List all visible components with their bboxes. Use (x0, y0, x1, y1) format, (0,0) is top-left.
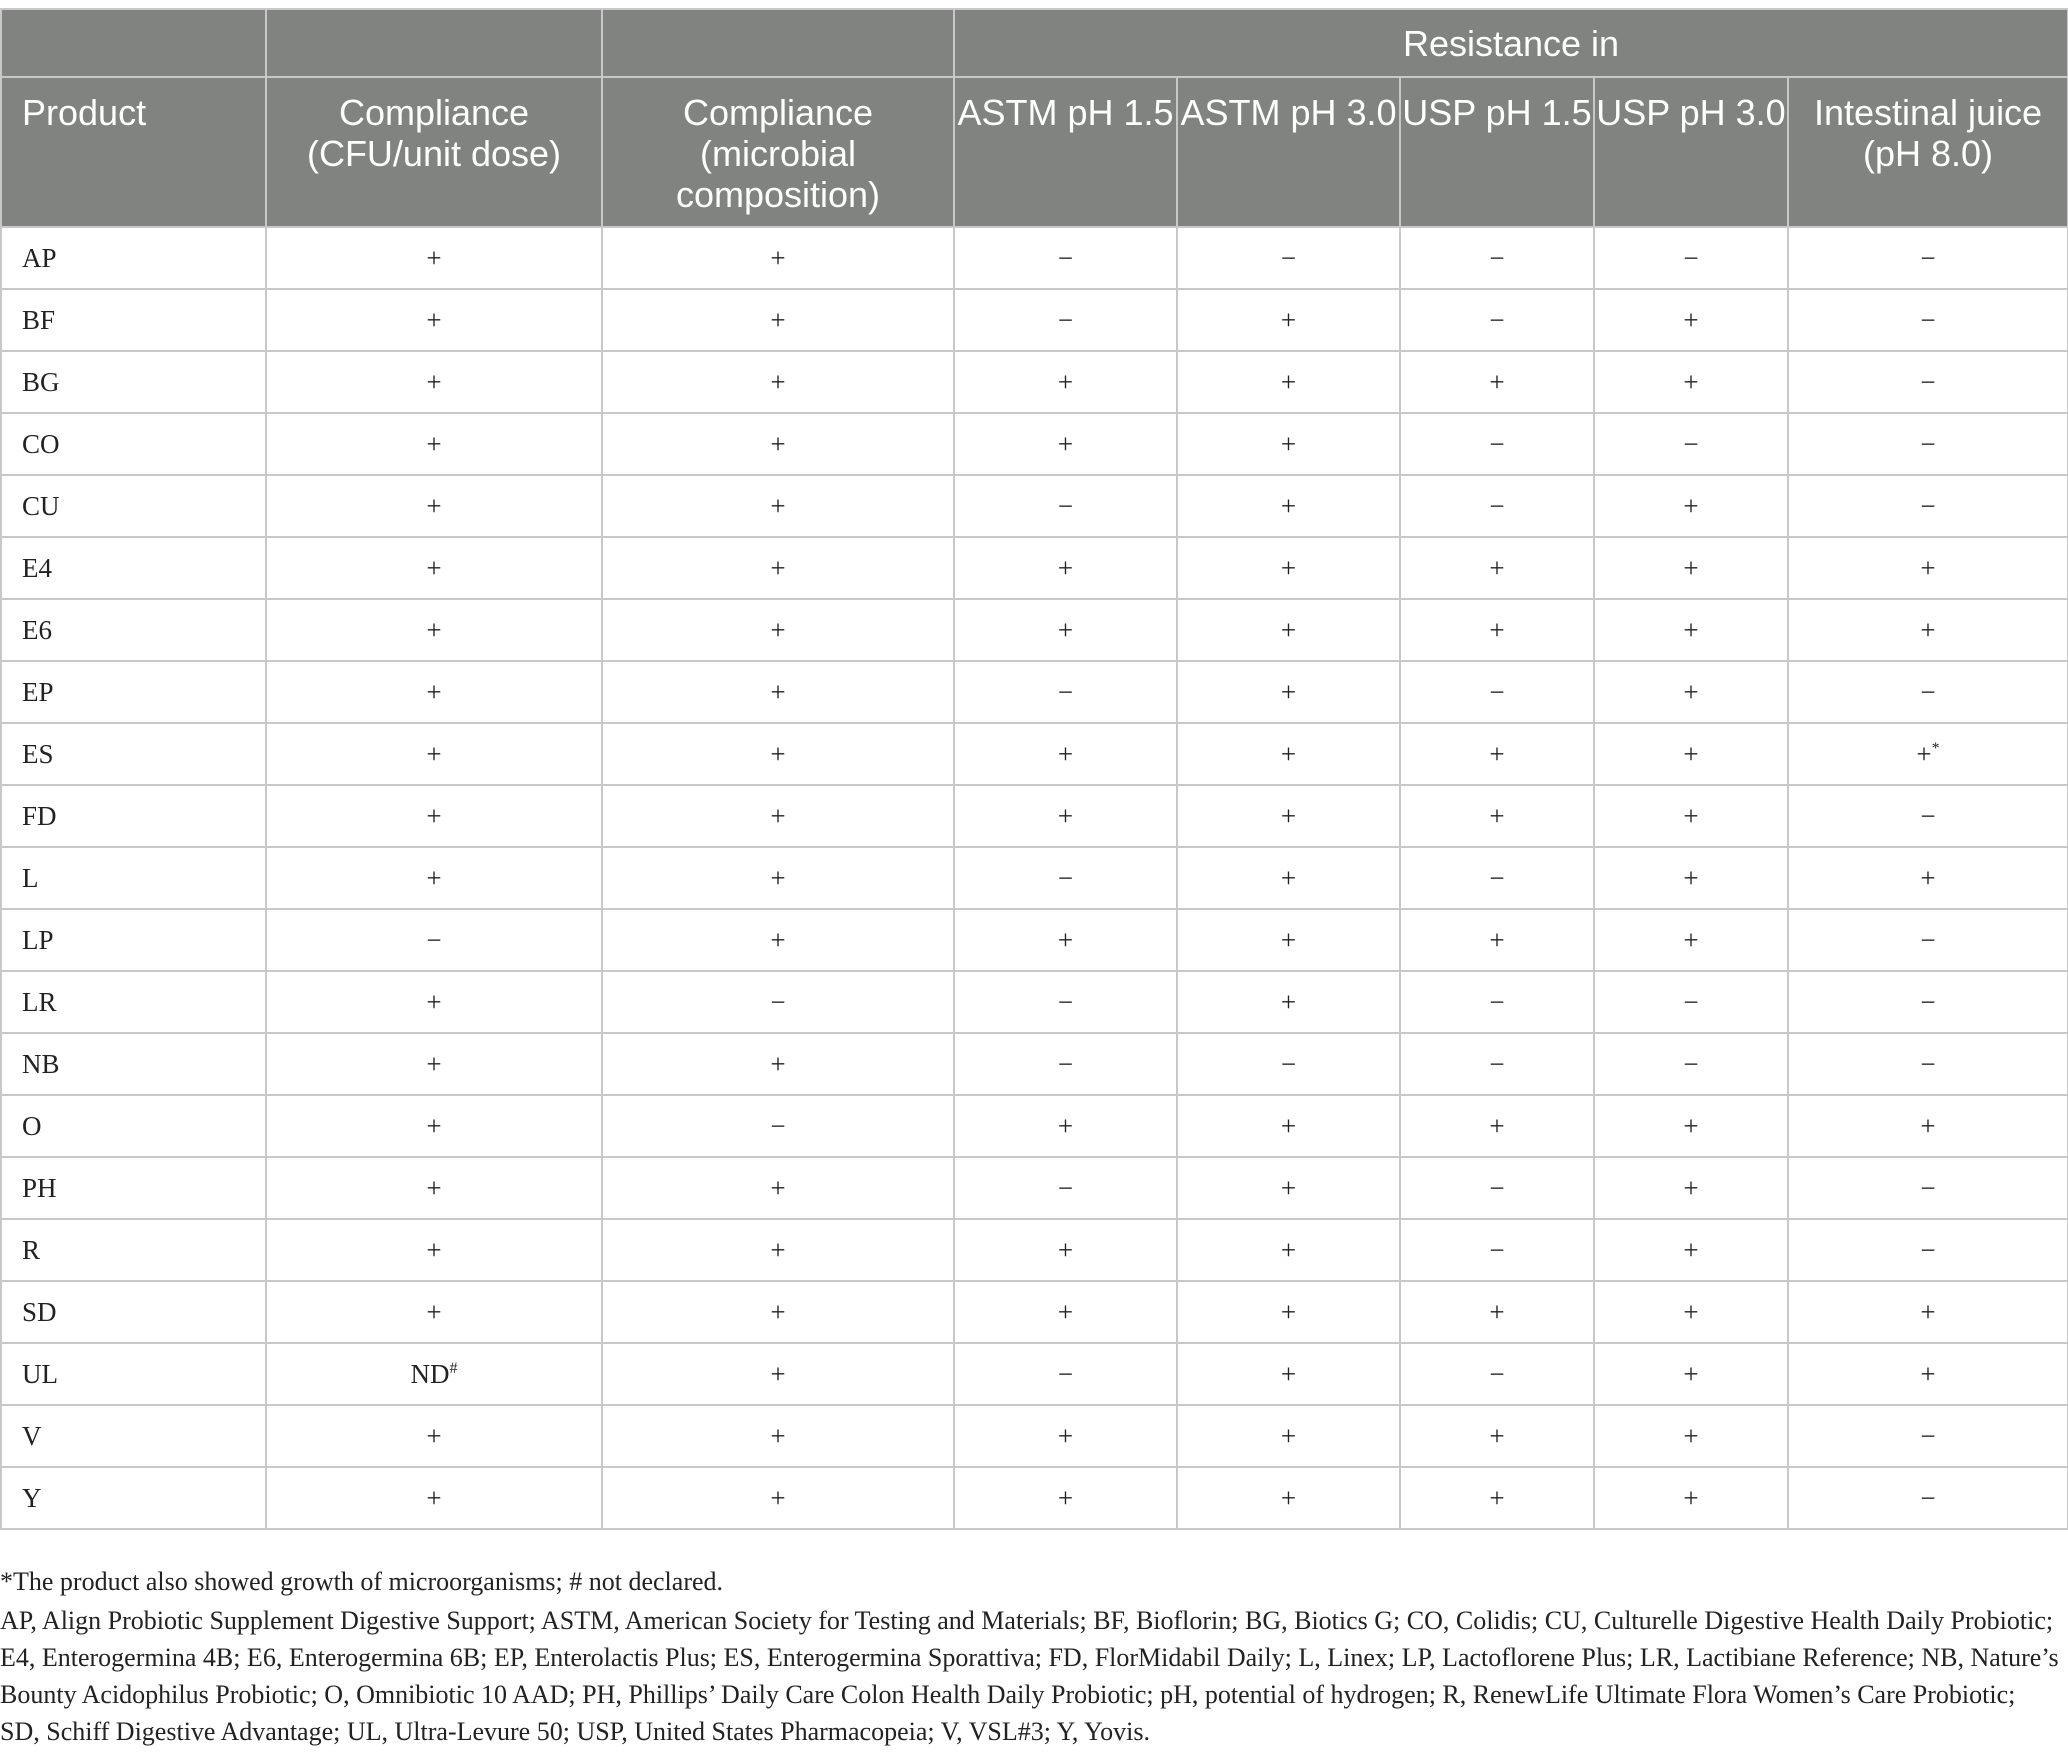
result-cell: + (602, 1467, 954, 1529)
result-cell: − (1400, 475, 1594, 537)
result-cell: − (1788, 227, 2068, 289)
product-cell: UL (1, 1343, 266, 1405)
result-cell: + (954, 785, 1177, 847)
product-cell: E6 (1, 599, 266, 661)
result-cell: − (954, 1033, 1177, 1095)
result-cell: + (602, 1405, 954, 1467)
result-cell: + (954, 1467, 1177, 1529)
table-row (1, 1343, 2068, 1405)
product-cell: L (1, 847, 266, 909)
result-cell: + (1400, 1095, 1594, 1157)
result-cell: − (1594, 971, 1788, 1033)
result-cell: + (602, 1219, 954, 1281)
result-cell: + (1177, 661, 1400, 723)
result-cell: + (1177, 1405, 1400, 1467)
result-cell: + (266, 1033, 602, 1095)
result-cell: + (266, 661, 602, 723)
result-cell: + (1177, 1095, 1400, 1157)
result-cell: + (602, 661, 954, 723)
result-cell: + (1177, 475, 1400, 537)
result-cell: − (1177, 1033, 1400, 1095)
result-cell: + (1177, 971, 1400, 1033)
table-footnotes (0, 1563, 2060, 1750)
result-cell: + (602, 1343, 954, 1405)
result-cell: − (1400, 289, 1594, 351)
result-cell: − (954, 289, 1177, 351)
column-header: Intestinal juice (pH 8.0) (1788, 77, 2068, 227)
result-cell: + (1177, 785, 1400, 847)
column-header-row (1, 77, 2068, 227)
result-cell: + (1594, 351, 1788, 413)
result-cell: − (1400, 1157, 1594, 1219)
result-cell: + (1594, 1281, 1788, 1343)
result-cell: + (1594, 723, 1788, 785)
result-cell: − (1788, 1157, 2068, 1219)
result-cell: + (266, 785, 602, 847)
result-cell: + (1400, 1281, 1594, 1343)
result-cell: + (266, 1157, 602, 1219)
result-cell: +* (1788, 723, 2068, 785)
footnote-symbols: *The product also showed growth of microorganisms; # not declared. (0, 1567, 724, 1596)
result-cell: + (954, 1281, 1177, 1343)
result-cell: − (1788, 661, 2068, 723)
table-row (1, 1405, 2068, 1467)
result-cell: + (266, 1281, 602, 1343)
result-cell: + (1788, 1095, 2068, 1157)
result-cell: + (266, 475, 602, 537)
result-cell: + (266, 537, 602, 599)
results-table-container (0, 8, 2067, 1530)
group-header-empty (266, 9, 602, 77)
result-cell: + (1177, 1281, 1400, 1343)
result-cell: + (1788, 1343, 2068, 1405)
result-cell: − (1400, 661, 1594, 723)
result-cell: + (954, 351, 1177, 413)
result-cell: + (266, 227, 602, 289)
result-cell: − (954, 847, 1177, 909)
column-header: ASTM pH 1.5 (954, 77, 1177, 227)
result-cell: + (1177, 1219, 1400, 1281)
result-cell: + (1400, 351, 1594, 413)
table-row (1, 475, 2068, 537)
column-header: USP pH 3.0 (1594, 77, 1788, 227)
result-cell: + (1400, 537, 1594, 599)
result-cell: + (602, 1281, 954, 1343)
result-cell: − (1788, 413, 2068, 475)
result-cell: − (954, 1157, 1177, 1219)
result-cell: + (602, 599, 954, 661)
result-cell: − (954, 1343, 1177, 1405)
result-cell: + (1594, 1219, 1788, 1281)
result-cell: + (1594, 847, 1788, 909)
table-row (1, 351, 2068, 413)
result-cell: + (602, 475, 954, 537)
result-cell: − (1788, 289, 2068, 351)
result-cell: + (1177, 599, 1400, 661)
table-body (1, 227, 2068, 1529)
group-header-empty (602, 9, 954, 77)
result-cell: + (1594, 909, 1788, 971)
result-cell: + (1400, 599, 1594, 661)
result-cell: + (1594, 1343, 1788, 1405)
result-cell: − (1788, 785, 2068, 847)
column-header: USP pH 1.5 (1400, 77, 1594, 227)
result-cell: + (602, 723, 954, 785)
table-row (1, 1095, 2068, 1157)
result-cell: + (602, 785, 954, 847)
result-cell: + (266, 1095, 602, 1157)
result-cell: + (266, 971, 602, 1033)
table-row (1, 1467, 2068, 1529)
result-cell: + (1594, 1467, 1788, 1529)
product-cell: BG (1, 351, 266, 413)
group-header-row (1, 9, 2068, 77)
product-cell: LR (1, 971, 266, 1033)
table-row (1, 1219, 2068, 1281)
result-cell: + (1594, 475, 1788, 537)
result-cell: − (1788, 971, 2068, 1033)
table-row (1, 537, 2068, 599)
result-cell: − (1400, 413, 1594, 475)
result-cell: + (266, 1405, 602, 1467)
result-cell: − (1400, 1219, 1594, 1281)
result-cell: − (1788, 1033, 2068, 1095)
result-cell: + (266, 351, 602, 413)
result-cell: + (1177, 289, 1400, 351)
result-cell: − (602, 1095, 954, 1157)
result-cell: − (954, 475, 1177, 537)
result-cell: + (1788, 599, 2068, 661)
result-cell: + (1788, 847, 2068, 909)
result-cell: − (1788, 351, 2068, 413)
product-cell: NB (1, 1033, 266, 1095)
table-row (1, 723, 2068, 785)
result-cell: + (1177, 1343, 1400, 1405)
result-cell: + (954, 1095, 1177, 1157)
column-header: Compliance (CFU/unit dose) (266, 77, 602, 227)
result-cell: + (954, 599, 1177, 661)
result-cell: + (602, 537, 954, 599)
result-cell: − (1788, 1405, 2068, 1467)
product-cell: V (1, 1405, 266, 1467)
result-cell: + (954, 1405, 1177, 1467)
result-cell: − (1400, 971, 1594, 1033)
result-cell: − (1594, 413, 1788, 475)
result-cell: + (266, 723, 602, 785)
result-cell: + (266, 289, 602, 351)
result-cell: + (1177, 537, 1400, 599)
result-cell: − (1788, 1467, 2068, 1529)
result-cell: + (1400, 1467, 1594, 1529)
result-cell: + (266, 1219, 602, 1281)
product-cell: BF (1, 289, 266, 351)
result-cell: − (1400, 227, 1594, 289)
product-cell: ES (1, 723, 266, 785)
table-header (1, 9, 2068, 227)
result-cell: − (1400, 1343, 1594, 1405)
result-cell: − (954, 227, 1177, 289)
result-cell: + (1594, 1405, 1788, 1467)
table-row (1, 1033, 2068, 1095)
column-header: Compliance (microbial composition) (602, 77, 954, 227)
result-cell: + (1177, 1467, 1400, 1529)
result-cell: + (602, 1033, 954, 1095)
table-row (1, 1157, 2068, 1219)
result-cell: − (1400, 1033, 1594, 1095)
result-cell: + (1177, 909, 1400, 971)
result-cell: + (1177, 1157, 1400, 1219)
result-cell: − (954, 661, 1177, 723)
result-cell: + (1177, 413, 1400, 475)
result-cell: + (1788, 537, 2068, 599)
result-cell: + (266, 1467, 602, 1529)
table-row (1, 661, 2068, 723)
product-cell: E4 (1, 537, 266, 599)
result-cell: − (1788, 475, 2068, 537)
result-cell: + (954, 1219, 1177, 1281)
product-cell: EP (1, 661, 266, 723)
result-cell: + (602, 227, 954, 289)
result-cell: − (1177, 227, 1400, 289)
column-header: Product (1, 77, 266, 227)
result-cell: + (266, 413, 602, 475)
result-cell: + (602, 289, 954, 351)
result-cell: − (266, 909, 602, 971)
result-cell: + (954, 909, 1177, 971)
result-cell: − (1788, 909, 2068, 971)
table-row (1, 413, 2068, 475)
result-cell: + (602, 1157, 954, 1219)
result-cell: + (1594, 785, 1788, 847)
result-cell: + (602, 351, 954, 413)
group-header-resistance: Resistance in (954, 9, 2068, 77)
result-cell: + (954, 537, 1177, 599)
result-cell: + (602, 847, 954, 909)
result-cell: + (1594, 289, 1788, 351)
table-row (1, 909, 2068, 971)
table-row (1, 1281, 2068, 1343)
result-cell: + (954, 413, 1177, 475)
result-cell: ND# (266, 1343, 602, 1405)
table-row (1, 599, 2068, 661)
result-cell: + (1177, 351, 1400, 413)
result-cell: + (266, 847, 602, 909)
group-header-empty (1, 9, 266, 77)
result-cell: + (602, 413, 954, 475)
product-cell: O (1, 1095, 266, 1157)
footnote-abbreviations: AP, Align Probiotic Supplement Digestive Support; ASTM, American Society for Testing and Materials; BF, Bioflorin; BG, Biotics G; CO, Colidis; CU, Culturelle Digestive Health Daily Probiotic; E4, Enterogermina 4B; E6, Enterogermina 6B; EP, Enterolactis Plus; ES, Enterogermina Sporattiva; FD, FlorMidabil Daily; L, Linex; LP, Lactoflorene Plus; LR, Lactibiane Reference; NB, Nature’s Bounty Acidophilus Probiotic; O, Omnibiotic 10 AAD; PH, Phillips’ Daily Care Colon Health Daily Probiotic; pH, potential of hydrogen; R, RenewLife Ultimate Flora Women’s Care Probiotic; SD, Schiff Digestive Advantage; UL, Ultra-Levure 50; USP, United States Pharmacopeia; V, VSL#3; Y, Yovis. (0, 1606, 2059, 1746)
result-cell: + (602, 909, 954, 971)
result-cell: + (1594, 599, 1788, 661)
result-cell: + (1400, 785, 1594, 847)
result-cell: − (1788, 1219, 2068, 1281)
result-cell: + (1594, 1095, 1788, 1157)
result-cell: + (1594, 1157, 1788, 1219)
result-cell: + (1400, 723, 1594, 785)
result-cell: − (602, 971, 954, 1033)
product-cell: SD (1, 1281, 266, 1343)
result-cell: + (1788, 1281, 2068, 1343)
product-cell: FD (1, 785, 266, 847)
probiotic-resistance-table (0, 8, 2068, 1530)
result-cell: + (1177, 723, 1400, 785)
product-cell: R (1, 1219, 266, 1281)
product-cell: Y (1, 1467, 266, 1529)
product-cell: PH (1, 1157, 266, 1219)
result-cell: − (1594, 227, 1788, 289)
product-cell: LP (1, 909, 266, 971)
result-cell: − (1594, 1033, 1788, 1095)
result-cell: + (1177, 847, 1400, 909)
result-cell: + (266, 599, 602, 661)
result-cell: + (1400, 1405, 1594, 1467)
result-cell: + (1594, 537, 1788, 599)
product-cell: AP (1, 227, 266, 289)
result-cell: − (954, 971, 1177, 1033)
result-cell: − (1400, 847, 1594, 909)
table-row (1, 785, 2068, 847)
result-cell: + (954, 723, 1177, 785)
result-cell: + (1400, 909, 1594, 971)
result-cell: + (1594, 661, 1788, 723)
product-cell: CO (1, 413, 266, 475)
table-row (1, 847, 2068, 909)
table-row (1, 227, 2068, 289)
table-row (1, 289, 2068, 351)
column-header: ASTM pH 3.0 (1177, 77, 1400, 227)
product-cell: CU (1, 475, 266, 537)
table-row (1, 971, 2068, 1033)
